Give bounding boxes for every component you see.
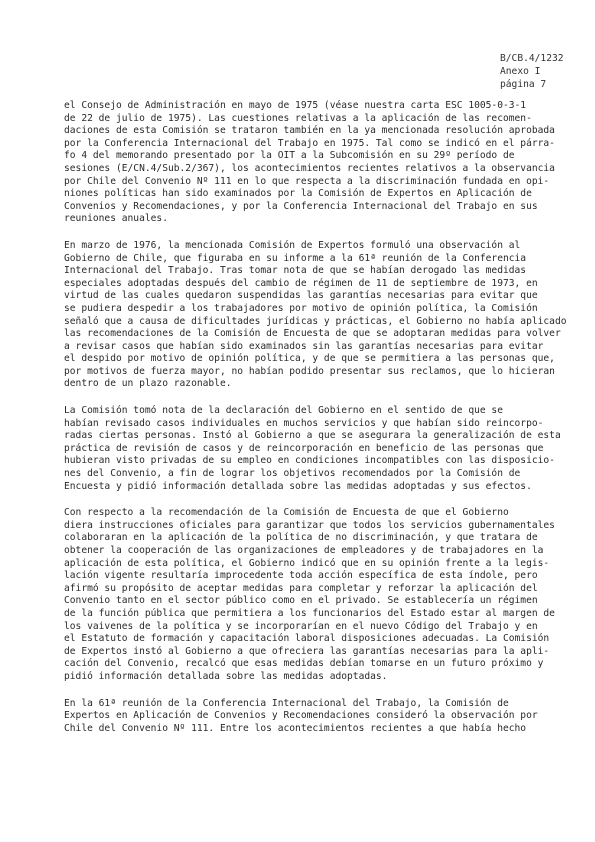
text-line: Convenios y Recomendaciones, y por la Conferencia Internacional del Trabajo en sus	[64, 200, 538, 212]
text-line: Internacional del Trabajo. Tras tomar nota de que se habían derogado las medidas	[64, 265, 527, 277]
text-line: habían revisado casos individuales en muchos servicios y que habían sido reincorpo-	[64, 417, 544, 429]
text-line: cación del Convenio, recalcó que esas medidas debían tomarse en un futuro próximo y	[64, 658, 544, 670]
paragraph-5	[64, 698, 554, 736]
text-line: dentro de un plazo razonable.	[64, 378, 232, 390]
text-line: radas ciertas personas. Instó al Gobierno a que se asegurara la generalización de esta	[64, 430, 561, 442]
text-line: Chile del Convenio Nº 111. Entre los acontecimientos recientes a que había hecho	[64, 722, 527, 734]
text-line: Convenio tanto en el sector público como en el privado. Se establecería un régimen	[64, 595, 538, 607]
text-line: hubieran visto privadas de su empleo en condiciones incompatibles con las disposicio-	[64, 455, 555, 467]
text-line: Gobierno de Chile, que figuraba en su informe a la 61ª reunión de la Conferencia	[64, 252, 527, 264]
document-reference	[500, 52, 590, 91]
text-line: de Expertos instó al Gobierno a que ofreciera las garantías necesarias para la apli-	[64, 645, 550, 657]
text-line: por la Conferencia Internacional del Trabajo en 1975. Tal como se indicó en el párra-	[64, 137, 555, 149]
text-line: afirmó su propósito de aceptar medidas para completar y reforzar la aplicación del	[64, 582, 538, 594]
text-line: pidió información detallada sobre las medidas adoptadas.	[64, 670, 388, 682]
text-line: especiales adoptadas después del cambio de régimen de 11 de septiembre de 1973, en	[64, 277, 538, 289]
text-line: Encuesta y pidió información detallada sobre las medidas adoptadas y sus efectos.	[64, 480, 532, 492]
text-line: de 22 de julio de 1975). Las cuestiones relativas a la aplicación de las recomen-	[64, 112, 532, 124]
text-line: En la 61ª reunión de la Conferencia Internacional del Trabajo, la Comisión de	[64, 697, 509, 709]
reference-code: B/CB.4/1232	[500, 53, 564, 64]
text-line: por Chile del Convenio Nº 111 en lo que respecta a la discriminación fundada en opi-	[64, 175, 550, 187]
text-line: sesiones (E/CN.4/Sub.2/367), los acontecimientos recientes relativos a la observancia	[64, 162, 555, 174]
text-line: Con respecto a la recomendación de la Comisión de Encuesta de que el Gobierno	[64, 507, 509, 519]
paragraph-1	[64, 100, 554, 226]
text-line: fo 4 del memorando presentado por la OIT a la Subcomisión en su 29º período de	[64, 150, 515, 162]
text-line: lación vigente resultaría improcedente toda acción específica de esta índole, pero	[64, 570, 538, 582]
text-line: La Comisión tomó nota de la declaración del Gobierno en el sentido de que se	[64, 405, 503, 417]
document-body	[64, 100, 567, 749]
text-line: obtener la cooperación de las organizaciones de empleadores y de trabajadores en la	[64, 545, 544, 556]
text-line: Expertos en Aplicación de Convenios y Recomendaciones consideró la observación por	[64, 710, 538, 722]
text-line: reuniones anuales.	[64, 213, 168, 225]
page-number: página 7	[500, 79, 547, 90]
text-line: las recomendaciones de la Comisión de Encuesta de que se adoptaran medidas para volver	[64, 328, 561, 340]
text-line: de la función pública que permitiera a los funcionarios del Estado estar al margen de	[64, 607, 555, 619]
text-line: se pudiera despedir a los trabajadores por motivo de opinión política, la Comisión	[64, 302, 538, 314]
text-line: señaló que a causa de dificultades jurídicas y prácticas, el Gobierno no había aplicado	[64, 315, 567, 327]
text-line: niones políticas han sido examinados por la Comisión de Expertos en Aplicación de	[64, 188, 532, 200]
text-line: el despido por motivo de opinión política, y de que se permitiera a las personas que,	[64, 353, 555, 365]
text-line: diera instrucciones oficiales para garantizar que todos los servicios gubernamentales	[64, 519, 555, 531]
text-line: por motivos de fuerza mayor, no habían podido presentar sus reclamos, que lo hicieran	[64, 365, 555, 377]
text-line: daciones de esta Comisión se trataron también en la ya mencionada resolución aprobada	[64, 125, 555, 137]
text-line: a revisar casos que habían sido examinados sin las garantías necesarias para evitar	[64, 340, 544, 352]
text-line: En marzo de 1976, la mencionada Comisión de Expertos formuló una observación al	[64, 239, 521, 251]
text-line: aplicación de esta política, el Gobierno indicó que en su opinión frente a la legis-	[64, 557, 550, 569]
text-line: virtud de las cuales quedaron suspendidas las garantías necesarias para evitar que	[64, 290, 538, 302]
text-line: nes del Convenio, a fin de lograr los objetivos recomendados por la Comisión de	[64, 468, 521, 480]
text-line: el Consejo de Administración en mayo de 1975 (véase nuestra carta ESC 1005-0-3-1	[64, 100, 527, 111]
annex-label: Anexo I	[500, 66, 541, 77]
text-line: el Estatuto de formación y capacitación laboral disposiciones adecuadas. La Comisión	[64, 633, 550, 645]
text-line: los vaivenes de la política y se incorporarían en el nuevo Código del Trabajo y en	[64, 620, 538, 632]
paragraph-4	[64, 507, 554, 683]
text-line: práctica de revisión de casos y de reincorporación en beneficio de las personas que	[64, 442, 544, 454]
text-line: colaboraran en la aplicación de la política de no discriminación, y que tratara de	[64, 532, 538, 544]
paragraph-2	[64, 239, 567, 391]
paragraph-3	[64, 405, 561, 493]
